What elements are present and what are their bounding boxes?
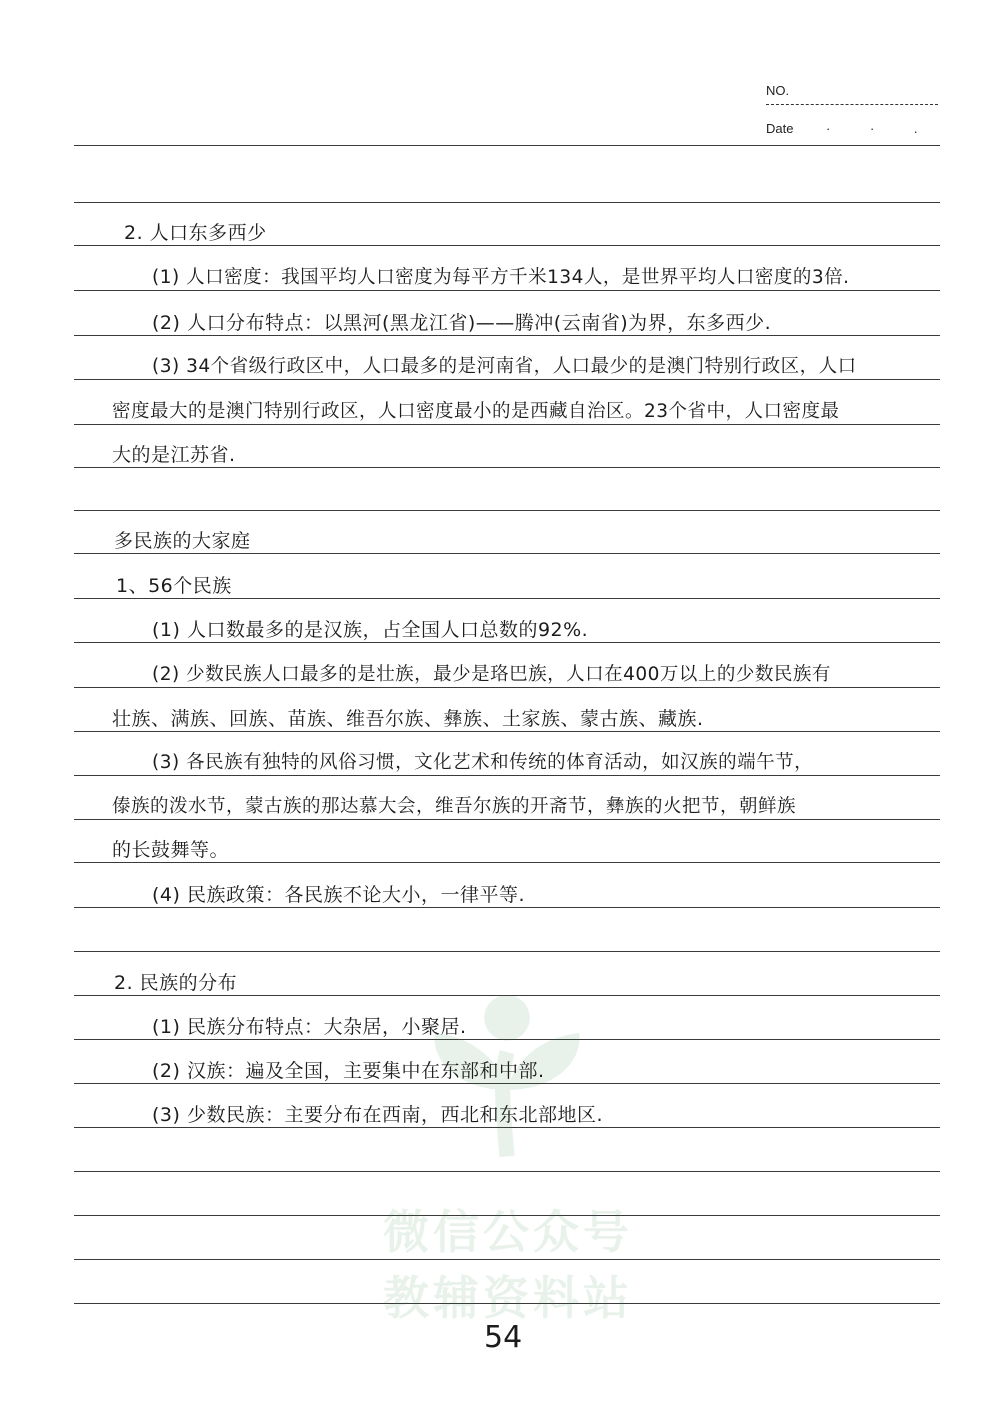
note-line: 傣族的泼水节，蒙古族的那达慕大会，维吾尔族的开斋节，彝族的火把节，朝鲜族 (112, 796, 797, 817)
ruled-line (74, 642, 940, 643)
ruled-line (74, 379, 940, 380)
note-line: 壮族、满族、回族、苗族、维吾尔族、彝族、土家族、蒙古族、藏族. (112, 708, 704, 730)
ruled-line (74, 731, 940, 732)
ruled-line (74, 467, 940, 468)
no-dashed-line (766, 104, 938, 105)
section-heading: 2. 人口东多西少 (124, 222, 267, 244)
note-line: (1) 人口数最多的是汉族，占全国人口总数的92%. (152, 619, 589, 641)
note-line: (4) 民族政策：各民族不论大小，一律平等. (152, 884, 525, 906)
note-line: 大的是江苏省. (112, 444, 236, 466)
ruled-line (74, 907, 940, 908)
note-line: 的长鼓舞等。 (112, 839, 230, 861)
date-label: Date (766, 121, 794, 136)
ruled-line (74, 1171, 940, 1172)
note-line: (3) 各民族有独特的风俗习惯，文化艺术和传统的体育活动，如汉族的端午节， (152, 752, 814, 773)
ruled-line (74, 202, 940, 203)
ruled-line (74, 951, 940, 952)
note-line: (3) 34个省级行政区中，人口最多的是河南省，人口最少的是澳门特别行政区，人口 (152, 356, 857, 377)
page-number: 54 (484, 1320, 523, 1355)
watermark-text-1: 微信公众号 (383, 1205, 633, 1259)
ruled-line (74, 145, 940, 146)
note-line: (2) 人口分布特点：以黑河(黑龙江省)——腾冲(云南省)为界，东多西少. (152, 312, 772, 334)
ruled-line (74, 245, 940, 246)
no-label: NO. (766, 83, 790, 98)
note-line: (1) 人口密度：我国平均人口密度为每平方千米134人，是世界平均人口密度的3倍. (152, 267, 850, 288)
watermark-text-2: 教辅资料站 (383, 1271, 633, 1325)
note-line: (2) 汉族：遍及全国，主要集中在东部和中部. (152, 1060, 545, 1082)
ruled-line (74, 819, 940, 820)
ruled-line (74, 335, 940, 336)
ruled-line (74, 775, 940, 776)
note-line: (3) 少数民族：主要分布在西南，西北和东北部地区. (152, 1104, 603, 1126)
ruled-line (74, 687, 940, 688)
ruled-line (74, 510, 940, 511)
date-dots: · · . (826, 121, 936, 136)
section-heading: 1、56个民族 (116, 575, 232, 597)
note-line: 密度最大的是澳门特别行政区，人口密度最小的是西藏自治区。23个省中，人口密度最 (112, 401, 840, 422)
ruled-line (74, 598, 940, 599)
ruled-line (74, 290, 940, 291)
note-line: (2) 少数民族人口最多的是壮族，最少是珞巴族，人口在400万以上的少数民族有 (152, 664, 831, 685)
ruled-line (74, 553, 940, 554)
ruled-line (74, 862, 940, 863)
note-line: (1) 民族分布特点：大杂居，小聚居. (152, 1016, 467, 1038)
ruled-line (74, 424, 940, 425)
section-heading: 多民族的大家庭 (114, 530, 251, 552)
section-heading: 2. 民族的分布 (114, 972, 238, 994)
